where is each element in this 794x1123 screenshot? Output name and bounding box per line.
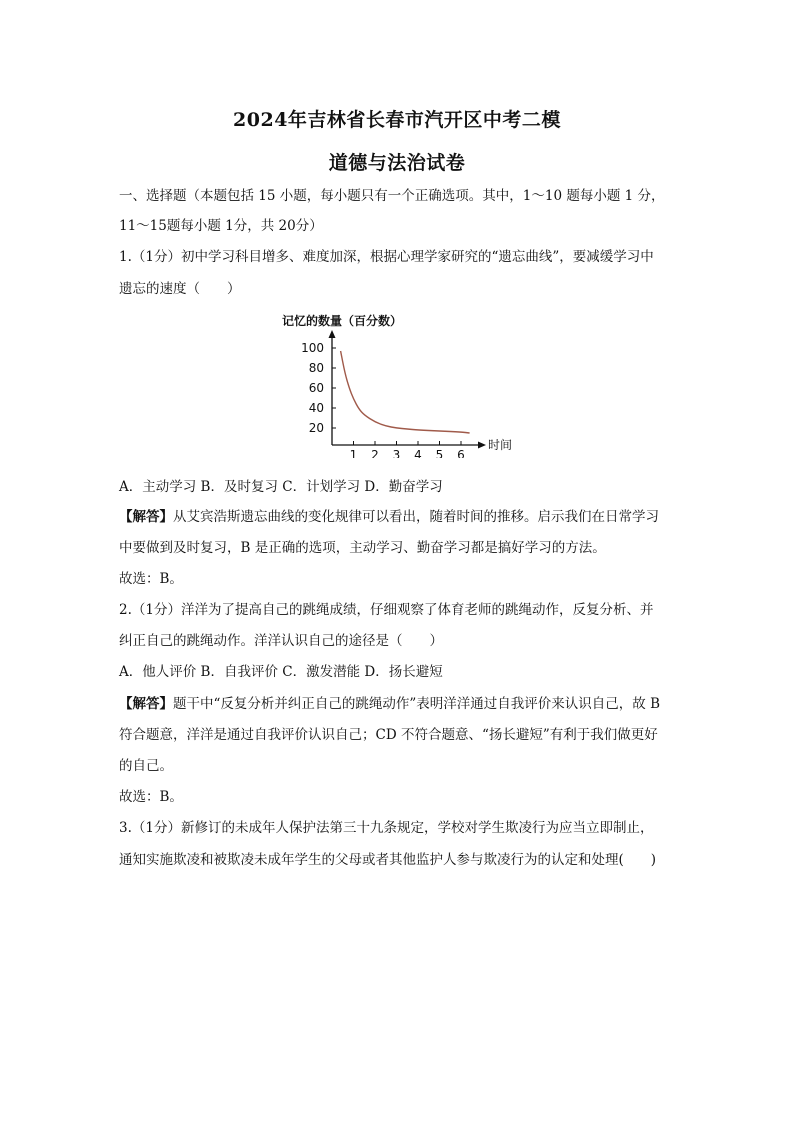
q2-analysis-line-3: 的自己。 [119, 758, 173, 774]
x-tick-label: 1 [349, 448, 358, 458]
section-header-line-2: 11～15题每小题 1分，共 20分） [119, 218, 323, 234]
y-tick-label: 60 [308, 381, 324, 395]
q2-stem-line-1: 2.（1分）洋洋为了提高自己的跳绳成绩，仔细观察了体育老师的跳绳动作，反复分析、并 [119, 602, 654, 618]
q1-analysis-line-2: 中要做到及时复习，B 是正确的选项，主动学习、勤奋学习都是搞好学习的方法。 [119, 540, 606, 556]
y-axis-label: 记忆的数量（百分数） [282, 314, 403, 328]
section-header-line-1: 一、选择题（本题包括 15 小题，每小题只有一个正确选项。其中，1～10 题每小题 1 分， [119, 188, 665, 204]
analysis-tag: 【解答】 [119, 696, 173, 712]
x-axis-arrow [478, 442, 486, 449]
x-tick-label: 2 [371, 448, 379, 458]
q1-answer: 故选：B。 [119, 571, 183, 587]
x-tick-label: 4 [414, 448, 422, 458]
y-axis-arrow [329, 330, 336, 338]
analysis-tag: 【解答】 [119, 509, 173, 525]
q1-analysis-line-1 [119, 507, 689, 527]
forgetting-curve-chart [270, 308, 520, 458]
page-title: 2024年吉林省长春市汽开区中考二模 [233, 109, 561, 131]
q1-stem-line-2: 遗忘的速度（ ） [119, 281, 241, 297]
y-tick-label: 40 [308, 401, 324, 415]
q2-analysis-line-2: 符合题意，洋洋是通过自我评价认识自己；CD 不符合题意、“扬长避短”有利于我们做更好 [119, 727, 658, 743]
x-tick-label: 3 [392, 448, 401, 458]
q2-analysis-line-1 [119, 694, 689, 714]
x-tick-label: 6 [457, 448, 465, 458]
q1-analysis-text-1: 从艾宾浩斯遗忘曲线的变化规律可以看出，随着时间的推移。启示我们在日常学习 [173, 509, 659, 525]
q1-stem-line-1: 1.（1分）初中学习科目增多、难度加深，根据心理学家研究的“遗忘曲线”，要减缓学习中 [119, 249, 654, 265]
y-tick-label: 80 [308, 361, 324, 375]
x-tick-label: 5 [435, 448, 444, 458]
page-subtitle: 道德与法治试卷 [328, 152, 466, 174]
q2-stem-line-2: 纠正自己的跳绳动作。洋洋认识自己的途径是（ ） [119, 633, 443, 649]
q3-stem-line-2: 通知实施欺凌和被欺凌未成年学生的父母或者其他监护人参与欺凌行为的认定和处理( ) [119, 852, 657, 868]
y-tick-label: 20 [308, 421, 324, 435]
q2-options: A．他人评价 B．自我评价 C．激发潜能 D．扬长避短 [119, 664, 443, 680]
q2-answer: 故选：B。 [119, 789, 183, 805]
q2-analysis-text-1: 题干中“反复分析并纠正自己的跳绳动作”表明洋洋通过自我评价来认识自己，故 B [173, 696, 661, 712]
q1-options: A．主动学习 B．及时复习 C．计划学习 D．勤奋学习 [119, 479, 443, 495]
q3-stem-line-1: 3.（1分）新修订的未成年人保护法第三十九条规定，学校对学生欺凌行为应当立即制止， [119, 820, 654, 836]
forgetting-curve-line [341, 351, 470, 433]
x-axis-label: 时间 [488, 438, 513, 452]
y-tick-label: 100 [301, 341, 324, 355]
